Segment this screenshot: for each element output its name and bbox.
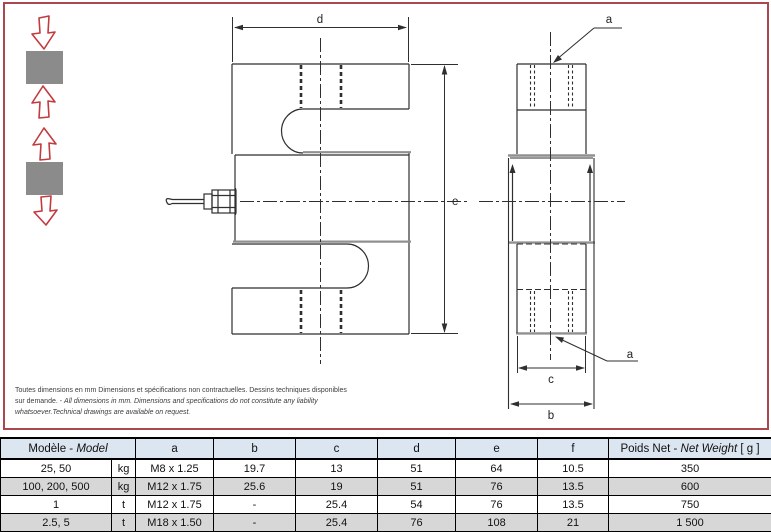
- cell-c: 25.4: [296, 514, 378, 532]
- cell-unit: kg: [112, 478, 136, 496]
- disclaimer-french: Toutes dimensions en mm Dimensions et spécifications non contractuelles. Dessins techniques disponibles sur demande. -: [15, 387, 347, 405]
- cell-e: 64: [456, 459, 538, 478]
- cell-weight: 750: [609, 496, 771, 514]
- cell-unit: t: [112, 514, 136, 532]
- cell-d: 76: [378, 514, 456, 532]
- thread-holes: [531, 65, 573, 332]
- cell-e: 108: [456, 514, 538, 532]
- col-header-model: Modèle - Model: [1, 438, 136, 459]
- hidden-edges: [517, 244, 586, 290]
- leader-a-bottom: [555, 337, 638, 362]
- col-header-a: a: [136, 438, 214, 459]
- table-row: [1, 514, 771, 532]
- center-lines: [479, 32, 625, 360]
- cell-e: 76: [456, 496, 538, 514]
- disclaimer-english: All dimensions in mm. Dimensions and specifications do not constitute any liability whatsoever.Technical drawings are available on request.: [15, 398, 318, 416]
- cable-break-icon: [166, 199, 172, 205]
- dim-label-b: b: [548, 410, 554, 422]
- cell-b: 25.6: [214, 478, 296, 496]
- dimension-drawing: [5, 4, 767, 428]
- slot-edges: [233, 152, 411, 241]
- cell-model: 1: [1, 496, 112, 514]
- dimension-c: [518, 336, 586, 373]
- table-header-row: [1, 438, 771, 459]
- table-row: [1, 459, 771, 478]
- cell-c: 19: [296, 478, 378, 496]
- cell-a: M12 x 1.75: [136, 478, 214, 496]
- dim-label-e: e: [452, 196, 458, 208]
- cell-weight: 600: [609, 478, 771, 496]
- front-view: [166, 38, 470, 364]
- cell-b: 19.7: [214, 459, 296, 478]
- spec-table: [0, 437, 771, 532]
- cell-d: 51: [378, 478, 456, 496]
- cable-gland: [166, 188, 236, 215]
- cell-model: 25, 50: [1, 459, 112, 478]
- col-header-b: b: [214, 438, 296, 459]
- col-header-e: e: [456, 438, 538, 459]
- cell-c: 25.4: [296, 496, 378, 514]
- cell-weight: 1 500: [609, 514, 771, 532]
- table-row: [1, 496, 771, 514]
- dim-label-c: c: [548, 374, 554, 386]
- col-header-c: c: [296, 438, 378, 459]
- cell-model: 2.5, 5: [1, 514, 112, 532]
- dim-label-a-top: a: [606, 14, 613, 26]
- cell-f: 10.5: [538, 459, 609, 478]
- side-view: [479, 32, 625, 409]
- cell-f: 21: [538, 514, 609, 532]
- cell-a: M12 x 1.75: [136, 496, 214, 514]
- drawing-panel: [3, 2, 769, 430]
- cell-a: M8 x 1.25: [136, 459, 214, 478]
- dimension-e: [411, 65, 458, 334]
- cell-b: -: [214, 514, 296, 532]
- col-header-d: d: [378, 438, 456, 459]
- cell-unit: t: [112, 496, 136, 514]
- cell-unit: kg: [112, 459, 136, 478]
- cell-weight: 350: [609, 459, 771, 478]
- cell-f: 13.5: [538, 478, 609, 496]
- cell-model: 100, 200, 500: [1, 478, 112, 496]
- cell-b: -: [214, 496, 296, 514]
- cell-d: 54: [378, 496, 456, 514]
- center-lines: [240, 38, 470, 364]
- dimension-b: [510, 401, 593, 407]
- dim-label-a-bottom: a: [627, 349, 634, 361]
- cell-f: 13.5: [538, 496, 609, 514]
- col-header-f: f: [538, 438, 609, 459]
- cell-e: 76: [456, 478, 538, 496]
- table-row: [1, 478, 771, 496]
- cell-d: 51: [378, 459, 456, 478]
- col-header-weight: Poids Net - Net Weight [ g ]: [609, 438, 771, 459]
- dim-label-d: d: [317, 14, 323, 26]
- cell-c: 13: [296, 459, 378, 478]
- cell-a: M18 x 1.50: [136, 514, 214, 532]
- disclaimer-text: [15, 385, 350, 419]
- leader-a-top: [553, 28, 622, 63]
